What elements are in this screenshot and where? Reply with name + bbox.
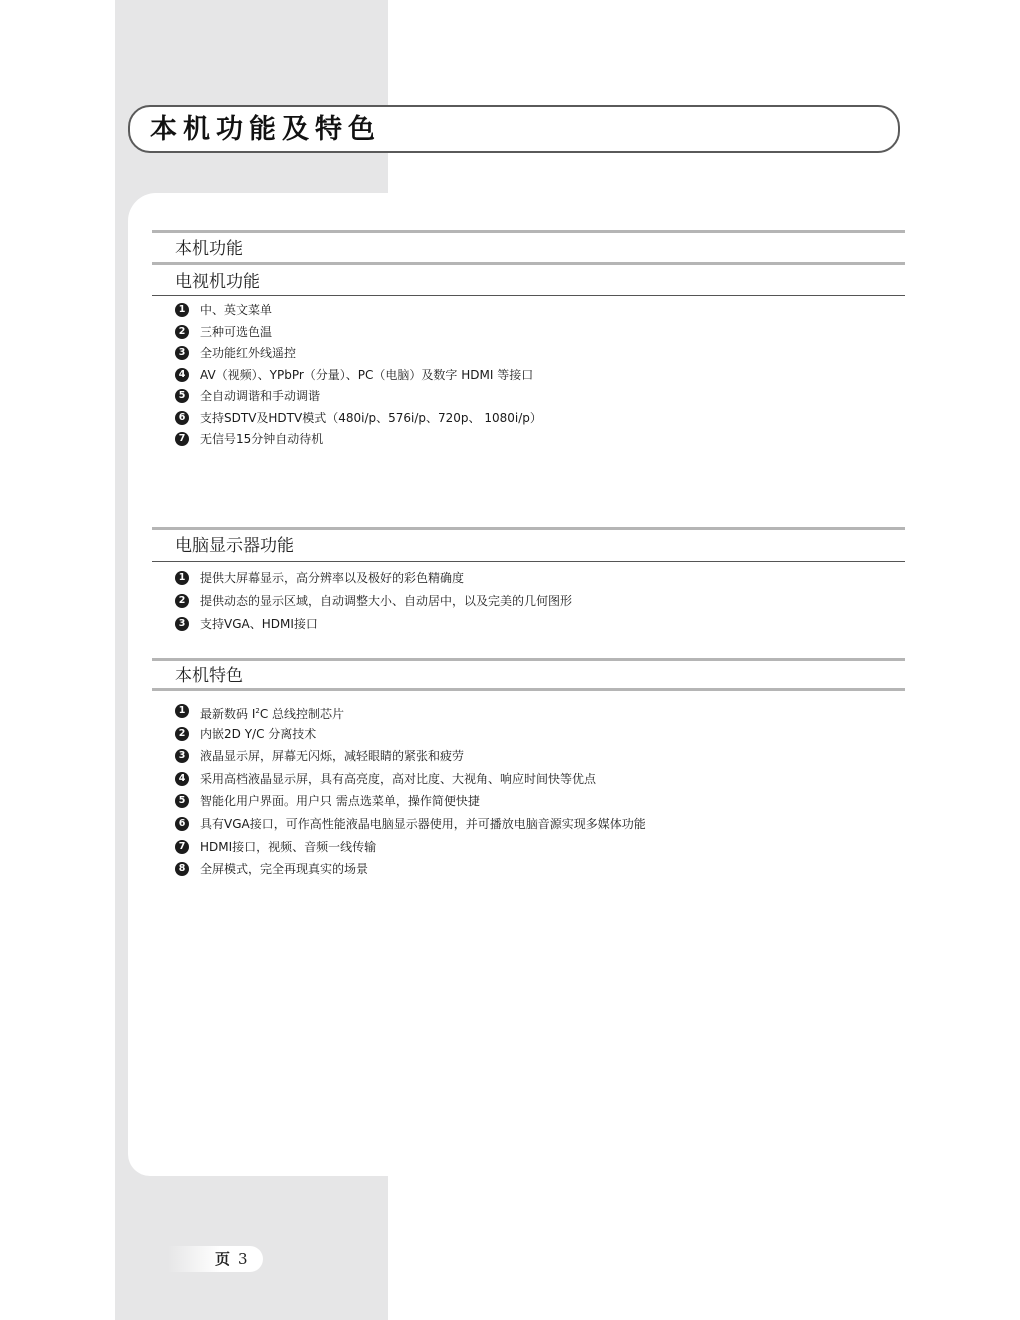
list-item-text: 支持VGA、HDMI接口 — [200, 617, 318, 631]
section-heading-features: 本机特色 — [175, 666, 243, 686]
list-item — [175, 345, 542, 367]
list-item — [175, 793, 646, 816]
title-banner — [128, 105, 900, 153]
list-item — [175, 410, 542, 432]
divider — [152, 295, 905, 296]
list-item-text — [200, 703, 344, 722]
list-item — [175, 771, 646, 794]
number-badge: 1 — [175, 303, 189, 317]
list-item-text: 智能化用户界面。用户只 需点选菜单，操作简便快捷 — [200, 794, 480, 809]
list-item — [175, 388, 542, 410]
list-item-text: HDMI接口，视频、音频一线传输 — [200, 839, 377, 854]
page-title: 本机功能及特色 — [150, 114, 381, 145]
list-item-text: 提供大屏幕显示，高分辨率以及极好的彩色精确度 — [200, 571, 465, 585]
number-badge: 2 — [175, 325, 189, 339]
list-item-text: 采用高档液晶显示屏，具有高亮度，高对比度、大视角、响应时间快等优点 — [200, 771, 597, 786]
number-badge: 8 — [175, 862, 189, 876]
number-badge: 2 — [175, 727, 189, 741]
list-item-text: AV（视频）、YPbPr（分量）、PC（电脑）及数字 HDMI 等接口 — [200, 367, 534, 382]
number-badge: 7 — [175, 432, 189, 446]
number-badge: 4 — [175, 368, 189, 382]
list-item-text: 液晶显示屏，屏幕无闪烁，减轻眼睛的紧张和疲劳 — [200, 749, 465, 764]
list-item — [175, 431, 542, 453]
number-badge: 3 — [175, 617, 189, 631]
number-badge: 5 — [175, 389, 189, 403]
divider — [152, 527, 905, 530]
features-list — [175, 703, 646, 884]
list-item-text: 具有VGA接口，可作高性能液晶电脑显示器使用，并可播放电脑音源实现多媒体功能 — [200, 816, 646, 831]
list-item — [175, 748, 646, 771]
list-item — [175, 839, 646, 862]
divider — [152, 688, 905, 691]
number-badge: 2 — [175, 594, 189, 608]
list-item-text: 全自动调谐和手动调谐 — [200, 389, 321, 403]
list-item — [175, 367, 542, 389]
number-badge: 3 — [175, 346, 189, 360]
page-number — [215, 1248, 248, 1270]
list-item-text: 中、英文菜单 — [200, 303, 273, 317]
list-item — [175, 816, 646, 839]
number-badge: 6 — [175, 411, 189, 425]
divider — [152, 230, 905, 233]
list-item-text: 支持SDTV及HDTV模式（480i/p、576i/p、720p、 1080i/p） — [200, 410, 542, 425]
list-item — [175, 703, 646, 726]
list-item-text: 全功能红外线遥控 — [200, 346, 297, 360]
list-item-text: 全屏模式，完全再现真实的场景 — [200, 862, 369, 877]
list-item — [175, 593, 572, 616]
page-word: 页 — [215, 1250, 231, 1268]
list-item-text: 内嵌2D Y/C 分离技术 — [200, 726, 317, 741]
divider — [152, 561, 905, 562]
number-badge: 1 — [175, 571, 189, 585]
text-part: 最新数码 I — [200, 707, 256, 721]
section-heading-functions: 本机功能 — [175, 239, 243, 259]
list-item-text: 三种可选色温 — [200, 324, 273, 339]
page-number-value: 3 — [238, 1250, 248, 1268]
number-badge: 4 — [175, 772, 189, 786]
list-item — [175, 324, 542, 346]
list-item — [175, 861, 646, 884]
list-item — [175, 302, 542, 324]
list-item — [175, 726, 646, 749]
number-badge: 1 — [175, 704, 189, 718]
number-badge: 6 — [175, 817, 189, 831]
section-heading-tv: 电视机功能 — [175, 272, 260, 292]
list-item — [175, 570, 572, 593]
list-item-text: 无信号15分钟自动待机 — [200, 432, 324, 446]
section-heading-pc: 电脑显示器功能 — [175, 536, 294, 556]
text-part: C 总线控制芯片 — [259, 707, 345, 721]
superscript: 2 — [255, 707, 260, 715]
number-badge: 5 — [175, 794, 189, 808]
pc-feature-list — [175, 570, 572, 639]
tv-feature-list — [175, 302, 542, 453]
list-item-text: 提供动态的显示区域，自动调整大小、自动居中，以及完美的几何图形 — [200, 594, 573, 608]
number-badge: 3 — [175, 749, 189, 763]
divider — [152, 262, 905, 265]
divider — [152, 658, 905, 661]
list-item — [175, 616, 572, 639]
number-badge: 7 — [175, 840, 189, 854]
